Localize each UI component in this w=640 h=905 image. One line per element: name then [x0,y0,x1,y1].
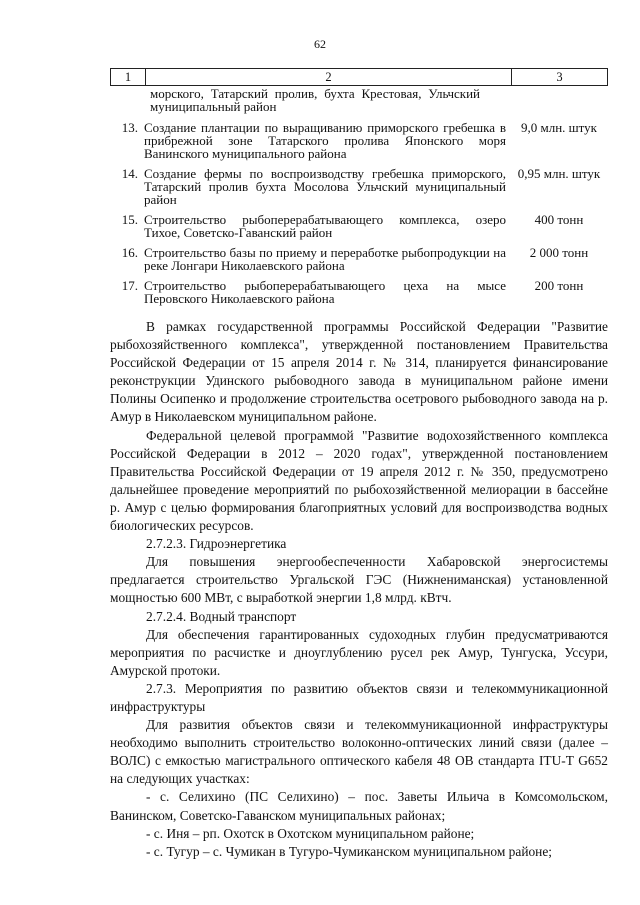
table-row [110,279,608,305]
table-header-row [110,68,608,86]
projects-table [110,68,608,312]
section-heading: 2.7.2.4. Водный транспорт [146,608,297,624]
section-heading: 2.7.2.3. Гидроэнергетика [146,536,287,552]
row-value: 2 000 тонн [529,245,589,260]
table-row [110,167,608,206]
paragraph: В рамках государственной программы Российской Федерации "Развитие рыбохозяйственного комплекса", утвержденной постановлением Правительства Российской Федерации от 15 апреля 2014 г. № 314, планируется финансирование реконструкции Удинского рыбоводного завода в муниципальном районе имени Полины Осипенко и продолжение строительства осетрового рыбоводного завода на р. Амур в Николаевском муниципальном районе. [110,319,608,425]
table-header-col-1: 1 [111,69,146,85]
row-number: 13. [121,120,138,135]
page-number: 62 [314,37,326,51]
paragraph: Для обеспечения гарантированных судоходных глубин предусматриваются мероприятия по расчистке и дноуглублению русел рек Амур, Тунгуска, Уссури, Амурской протоки. [110,626,608,678]
table-header-col-2: 2 [146,69,512,85]
section-heading: 2.7.3. Мероприятия по развитию объектов связи и телекоммуникационной инфраструктуры [110,680,608,714]
table-row [110,213,608,239]
body-text [110,318,608,861]
table-row [110,121,608,160]
row-description: Строительство рыбоперерабатывающего комплекса, озеро Тихое, Советско-Гаванский район [144,212,506,240]
row-number: 17. [121,278,138,293]
row-number: 14. [121,166,138,181]
table-header-col-3: 3 [556,70,563,84]
row-value: 400 тонн [534,212,584,227]
row-description: Строительство рыбоперерабатывающего цеха на мысе Перовского Николаевского района [144,278,506,306]
list-item: - с. Иня – рп. Охотск в Охотском муниципальном районе; [146,825,475,841]
table-row [110,246,608,272]
table-row-continuation: морского, Татарский пролив, бухта Крестовая, Ульчский муниципальный район [150,86,480,114]
row-value: 200 тонн [534,278,584,293]
row-value: 0,95 млн. штук [517,166,601,181]
row-description: Создание плантации по выращиванию приморского гребешка в прибрежной зоне Татарского пролива Японского моря Ванинского муниципального района [144,120,506,161]
row-number: 15. [121,212,138,227]
paragraph: Для развития объектов связи и телекоммуникационной инфраструктуры необходимо выполнить строительство волоконно-оптических линий связи (далее – ВОЛС) с емкостью магистрального оптического кабеля 48 ОВ стандарта ITU-T G652 на следующих участках: [110,717,608,787]
row-number: 16. [121,245,138,260]
row-description: Создание фермы по воспроизводству гребешка приморского, Татарский пролив бухта Мосолова Ульчский муниципальный район [144,166,506,207]
row-description: Строительство базы по приему и переработке рыбопродукции на реке Лонгари Николаевского района [144,245,506,273]
row-value: 9,0 млн. штук [520,120,597,135]
paragraph: Федеральной целевой программой "Развитие водохозяйственного комплекса Российской Федерации в 2012 – 2020 годах", утвержденной постановлением Правительства Российской Федерации от 19 апреля 2012 г. № 350, предусмотрено дальнейшее проведение мероприятий по рыбохозяйственной мелиорации в бассейне р. Амур с целью формирования благоприятных условий для воспроизводства водных биологических ресурсов. [110,427,608,534]
list-item: - с. Селихино (ПС Селихино) – пос. Заветы Ильича в Комсомольском, Ванинском, Советско-Гаванском муниципальных районах; [110,789,608,823]
paragraph: Для повышения энергообеспеченности Хабаровской энергосистемы предлагается строительство Ургальской ГЭС (Нижнениманская) установленной мощностью 600 МВт, с выработкой энергии 1,8 млрд. кВтч. [110,554,608,606]
list-item: - с. Тугур – с. Чумикан в Тугуро-Чумиканском муниципальном районе; [146,843,553,859]
